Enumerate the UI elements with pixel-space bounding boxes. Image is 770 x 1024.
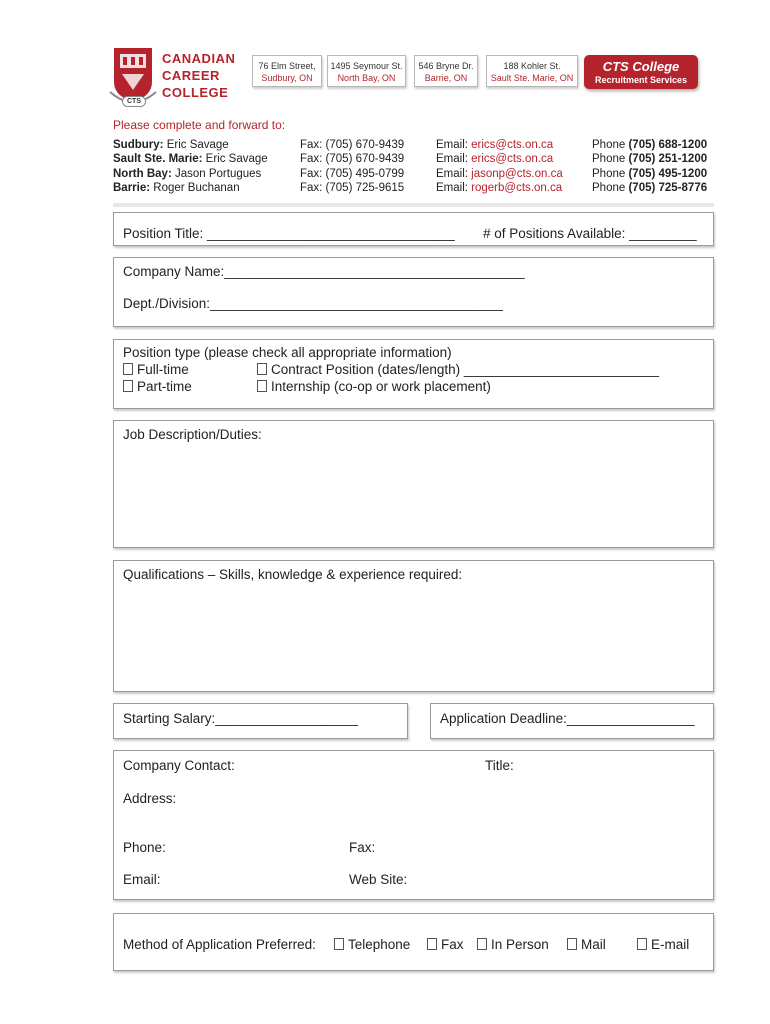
address-street: 546 Bryne Dr. [418,61,474,71]
address-city: North Bay, ON [337,73,396,83]
contact-row: Barrie: Roger Buchanan [113,182,240,195]
checkbox[interactable] [257,380,267,392]
website-field[interactable]: Web Site: [349,872,408,887]
method-telephone-option[interactable]: Telephone [334,937,410,952]
phone-label: Phone [592,139,626,151]
phone-number: (705) 725-8776 [628,182,708,195]
address-field[interactable]: Address: [123,791,177,806]
part-time-option[interactable]: Part-time [123,379,192,394]
fax-number: Fax: (705) 495-0799 [300,167,405,180]
contact-row: Sudbury: Eric Savage [113,139,229,151]
positions-available-field[interactable]: # of Positions Available: _________ [483,226,697,241]
company-contact-section [113,750,714,900]
starting-salary-section [113,703,408,739]
method-label: Method of Application Preferred: [123,937,316,952]
contract-option[interactable]: Contract Position (dates/length) __________________________ [257,362,659,377]
cts-recruitment-badge [584,55,698,89]
position-title-section [113,212,714,246]
phone-label: Phone [592,167,626,180]
checkbox[interactable] [567,938,577,950]
email-label: Email: [436,182,468,195]
logo-wordmark [162,50,235,101]
full-time-option[interactable]: Full-time [123,362,189,377]
forward-instruction: Please complete and forward to: [113,118,286,132]
application-deadline-field[interactable]: Application Deadline:_________________ [440,711,695,726]
logo-badge: CTS [122,96,146,107]
contact-emails [436,138,563,196]
method-in-person-option[interactable]: In Person [477,937,549,952]
starting-salary-field[interactable]: Starting Salary:___________________ [123,711,358,726]
phone-field[interactable]: Phone: [123,840,166,855]
address-barrie [414,55,478,87]
method-email-option[interactable]: E-mail [637,937,689,952]
header-divider [113,203,714,207]
application-method-section [113,913,714,971]
phone-number: (705) 495-1200 [628,167,708,180]
contact-row: North Bay: Jason Portugues [113,167,262,180]
address-sault-ste-marie [486,55,578,87]
address-street: 188 Kohler St. [503,61,561,71]
logo-line: CANADIAN [162,51,236,66]
position-type-section [113,339,714,409]
checkbox[interactable] [334,938,344,950]
job-description-section[interactable] [113,420,714,548]
company-section [113,257,714,327]
job-description-label: Job Description/Duties: [123,427,262,442]
dept-division-field[interactable]: Dept./Division:_______________________________________ [123,296,503,311]
address-city: Sudbury, ON [261,73,313,83]
position-type-heading: Position type (please check all appropriate information) [123,345,452,360]
application-deadline-section [430,703,714,739]
logo-line: COLLEGE [162,85,229,100]
phone-number: (705) 688-1200 [628,139,708,151]
company-contact-field[interactable]: Company Contact: [123,758,235,773]
address-street: 1495 Seymour St. [330,61,403,71]
logo-line: CAREER [162,68,220,83]
method-mail-option[interactable]: Mail [567,937,606,952]
checkbox[interactable] [427,938,437,950]
fax-number: Fax: (705) 670-9439 [300,139,405,151]
method-fax-option[interactable]: Fax [427,937,464,952]
address-street: 76 Elm Street, [258,61,316,71]
phone-number: (705) 251-1200 [628,153,708,166]
fax-number: Fax: (705) 725-9615 [300,182,405,195]
cts-title: CTS College [602,59,680,74]
email-label: Email: [436,153,468,166]
email-link[interactable]: erics@cts.on.ca [471,139,554,151]
email-field[interactable]: Email: [123,872,161,887]
address-city: Sault Ste. Marie, ON [490,73,574,83]
phone-label: Phone [592,153,626,166]
email-link[interactable]: jasonp@cts.on.ca [471,167,563,180]
cts-subtitle: Recruitment Services [594,75,688,85]
email-label: Email: [436,167,468,180]
checkbox[interactable] [637,938,647,950]
address-sudbury [252,55,322,87]
checkbox[interactable] [123,363,133,375]
position-title-field[interactable]: Position Title: _________________________________ [123,226,455,241]
address-north-bay [327,55,406,87]
email-link[interactable]: rogerb@cts.on.ca [471,182,563,195]
fax-number: Fax: (705) 670-9439 [300,153,405,166]
checkbox[interactable] [123,380,133,392]
contact-row: Sault Ste. Marie: Eric Savage [113,153,268,166]
phone-label: Phone [592,182,626,195]
internship-option[interactable]: Internship (co-op or work placement) [257,379,491,394]
qualifications-section[interactable] [113,560,714,692]
contact-title-field[interactable]: Title: [485,758,514,773]
contact-names [113,138,268,196]
checkbox[interactable] [477,938,487,950]
contact-faxes [300,138,404,196]
address-city: Barrie, ON [424,73,468,83]
fax-field[interactable]: Fax: [349,840,376,855]
contact-phones [592,138,707,196]
email-label: Email: [436,139,468,151]
qualifications-label: Qualifications – Skills, knowledge & experience required: [123,567,463,582]
email-link[interactable]: erics@cts.on.ca [471,153,554,166]
checkbox[interactable] [257,363,267,375]
company-name-field[interactable]: Company Name:________________________________________ [123,264,525,279]
